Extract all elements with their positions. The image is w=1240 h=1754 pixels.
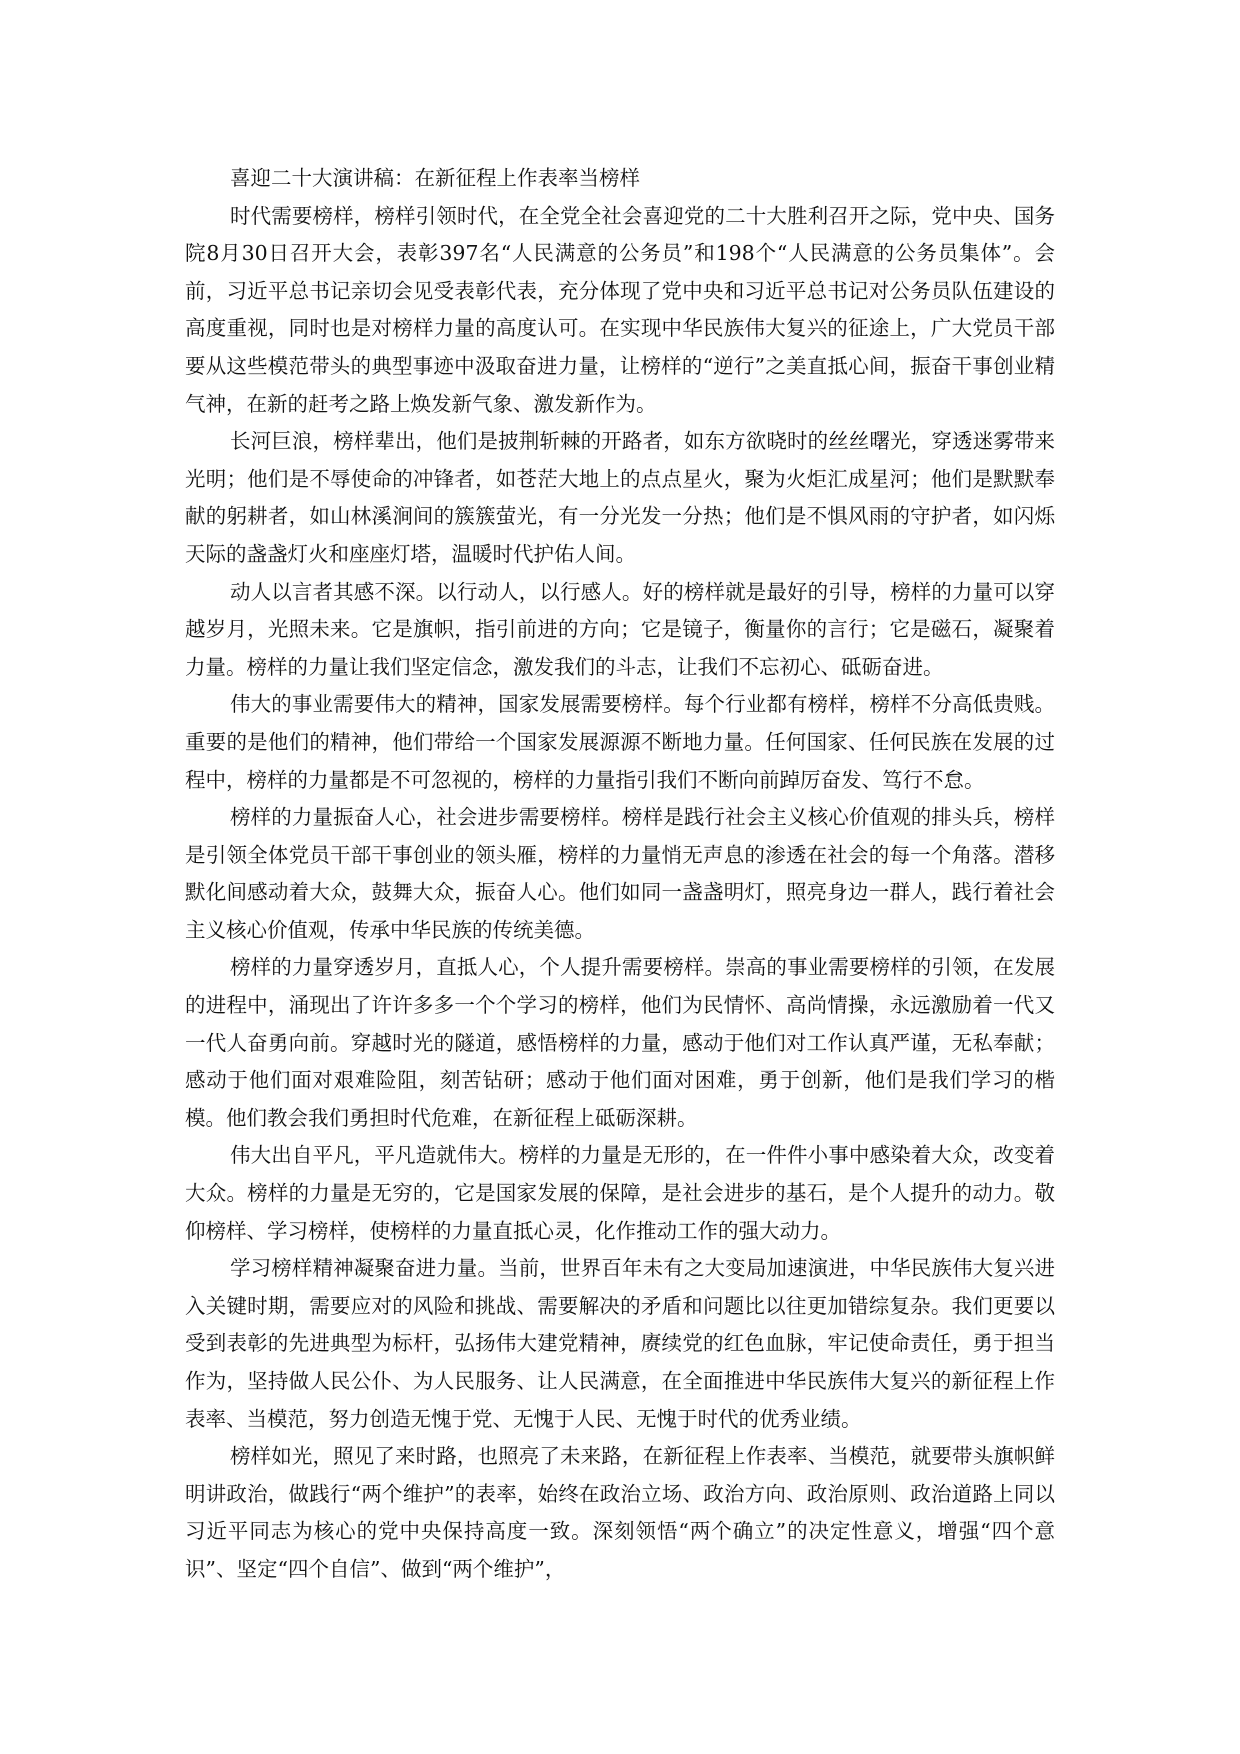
paragraph-9: 榜样如光，照见了来时路，也照亮了未来路，在新征程上作表率、当模范，就要带头旗帜鲜明讲政治，做践行“两个维护”的表率，始终在政治立场、政治方向、政治原则、政治道路上同以习近平同志为核心的党中央保持高度一致。深刻领悟“两个确立”的决定性意义，增强“四个意识”、坚定“四个自信”、做到“两个维护”， bbox=[185, 1444, 1055, 1581]
paragraph-4: 伟大的事业需要伟大的精神，国家发展需要榜样。每个行业都有榜样，榜样不分高低贵贱。重要的是他们的精神，他们带给一个国家发展源源不断地力量。任何国家、任何民族在发展的过程中，榜样的力量都是不可忽视的，榜样的力量指引我们不断向前踔厉奋发、笃行不怠。 bbox=[185, 692, 1055, 792]
paragraph-2: 长河巨浪，榜样辈出，他们是披荆斩棘的开路者，如东方欲晓时的丝丝曙光，穿透迷雾带来光明；他们是不辱使命的冲锋者，如苍茫大地上的点点星火，聚为火炬汇成星河；他们是默默奉献的躬耕者，如山林溪涧间的簇簇萤光，有一分光发一分热；他们是不惧风雨的守护者，如闪烁天际的盏盏灯火和座座灯塔，温暖时代护佑人间。 bbox=[185, 429, 1055, 566]
paragraph-3: 动人以言者其感不深。以行动人，以行感人。好的榜样就是最好的引导，榜样的力量可以穿越岁月，光照未来。它是旗帜，指引前进的方向；它是镜子，衡量你的言行；它是磁石，凝聚着力量。榜样的力量让我们坚定信念，激发我们的斗志，让我们不忘初心、砥砺奋进。 bbox=[185, 579, 1055, 679]
document-title: 喜迎二十大演讲稿：在新征程上作表率当榜样 bbox=[230, 166, 640, 190]
paragraph-1: 时代需要榜样，榜样引领时代，在全党全社会喜迎党的二十大胜利召开之际，党中央、国务院8月30日召开大会，表彰397名“人民满意的公务员”和198个“人民满意的公务员集体”。会前，习近平总书记亲切会见受表彰代表，充分体现了党中央和习近平总书记对公务员队伍建设的高度重视，同时也是对榜样力量的高度认可。在实现中华民族伟大复兴的征途上，广大党员干部要从这些模范带头的典型事迹中汲取奋进力量，让榜样的“逆行”之美直抵心间，振奋干事创业精气神，在新的赶考之路上焕发新气象、激发新作为。 bbox=[185, 203, 1055, 416]
paragraph-6: 榜样的力量穿透岁月，直抵人心，个人提升需要榜样。崇高的事业需要榜样的引领，在发展的进程中，涌现出了许许多多一个个学习的榜样，他们为民情怀、高尚情操，永远激励着一代又一代人奋勇向前。穿越时光的隧道，感悟榜样的力量，感动于他们对工作认真严谨，无私奉献；感动于他们面对艰难险阻，刻苦钻研；感动于他们面对困难，勇于创新，他们是我们学习的楷模。他们教会我们勇担时代危难，在新征程上砥砺深耕。 bbox=[185, 955, 1055, 1130]
document-body bbox=[185, 160, 1055, 1589]
paragraph-8: 学习榜样精神凝聚奋进力量。当前，世界百年未有之大变局加速演进，中华民族伟大复兴进入关键时期，需要应对的风险和挑战、需要解决的矛盾和问题比以往更加错综复杂。我们更要以受到表彰的先进典型为标杆，弘扬伟大建党精神，赓续党的红色血脉，牢记使命责任，勇于担当作为，坚持做人民公仆、为人民服务、让人民满意，在全面推进中华民族伟大复兴的新征程上作表率、当模范，努力创造无愧于党、无愧于人民、无愧于时代的优秀业绩。 bbox=[185, 1256, 1055, 1431]
paragraph-7: 伟大出自平凡，平凡造就伟大。榜样的力量是无形的，在一件件小事中感染着大众，改变着大众。榜样的力量是无穷的，它是国家发展的保障，是社会进步的基石，是个人提升的动力。敬仰榜样、学习榜样，使榜样的力量直抵心灵，化作推动工作的强大动力。 bbox=[185, 1143, 1055, 1243]
paragraph-5: 榜样的力量振奋人心，社会进步需要榜样。榜样是践行社会主义核心价值观的排头兵，榜样是引领全体党员干部干事创业的领头雁，榜样的力量悄无声息的渗透在社会的每一个角落。潜移默化间感动着大众，鼓舞大众，振奋人心。他们如同一盏盏明灯，照亮身边一群人，践行着社会主义核心价值观，传承中华民族的传统美德。 bbox=[185, 805, 1055, 942]
